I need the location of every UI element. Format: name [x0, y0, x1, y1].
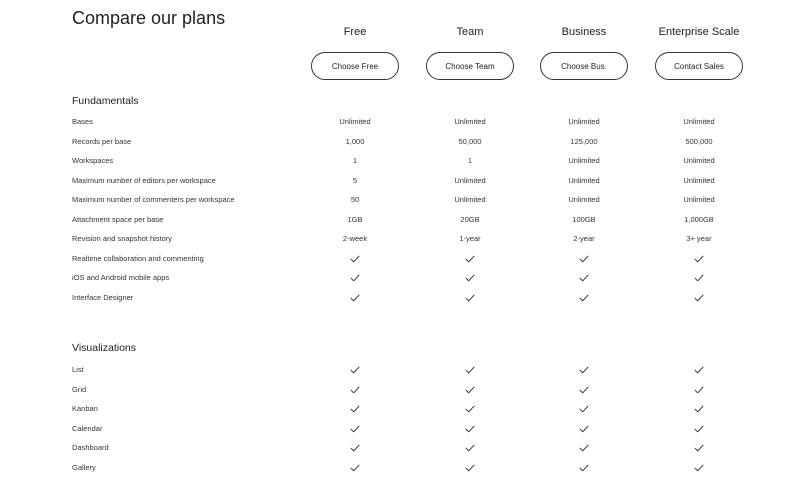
table-cell: 1: [467, 156, 473, 165]
check-icon: [524, 268, 644, 288]
table-row: [0, 229, 800, 249]
check-icon: [410, 249, 530, 269]
check-icon: [639, 268, 759, 288]
table-cell: Unlimited: [683, 175, 715, 185]
check-icon: [295, 458, 415, 478]
table-row: [0, 249, 800, 269]
check-icon: [524, 419, 644, 439]
table-cell: Unlimited: [454, 195, 486, 204]
table-cell: 5: [352, 175, 358, 185]
table-cell: Unlimited: [683, 156, 715, 165]
plan-name: Free: [343, 26, 367, 38]
check-icon: [410, 419, 530, 439]
section-title-fundamentals: Fundamentals: [72, 95, 139, 107]
check-icon: [410, 458, 530, 478]
table-cell: 100GB: [572, 214, 596, 224]
choose-free-button[interactable]: Choose Free: [311, 52, 399, 80]
check-icon: [524, 399, 644, 419]
row-label: Dashboard: [72, 443, 109, 452]
table-cell: Unlimited: [568, 156, 600, 165]
plan-column-team: [410, 24, 530, 80]
row-label: Kanban: [72, 404, 98, 413]
check-icon: [639, 288, 759, 308]
row-label: Attachment space per base: [72, 214, 164, 224]
check-icon: [639, 360, 759, 380]
row-label: Maximum number of commenters per workspace: [72, 195, 235, 204]
check-icon: [639, 438, 759, 458]
visualizations-table: [0, 360, 800, 477]
fundamentals-table: [0, 112, 800, 307]
plan-name: Business: [561, 26, 607, 38]
check-icon: [639, 399, 759, 419]
table-cell: Unlimited: [568, 117, 600, 126]
table-cell: 2-year: [573, 234, 595, 243]
table-cell: Unlimited: [339, 117, 371, 126]
row-label: Interface Designer: [72, 292, 134, 302]
check-icon: [410, 360, 530, 380]
table-cell: 20GB: [460, 214, 480, 224]
check-icon: [639, 458, 759, 478]
table-cell: 50,000: [458, 136, 482, 146]
row-label: List: [72, 365, 84, 374]
table-row: [0, 438, 800, 458]
table-cell: Unlimited: [454, 175, 486, 185]
check-icon: [524, 438, 644, 458]
check-icon: [295, 419, 415, 439]
check-icon: [524, 360, 644, 380]
check-icon: [410, 268, 530, 288]
plan-name: Enterprise Scale: [658, 26, 740, 38]
check-icon: [295, 399, 415, 419]
row-label: Bases: [72, 117, 93, 126]
check-icon: [410, 380, 530, 400]
check-icon: [295, 249, 415, 269]
page-title: Compare our plans: [72, 8, 226, 28]
table-row: [0, 210, 800, 230]
table-row: [0, 112, 800, 132]
check-icon: [295, 438, 415, 458]
row-label: Records per base: [72, 136, 132, 146]
row-label: Calendar: [72, 423, 103, 433]
table-cell: 50: [350, 195, 360, 204]
table-row: [0, 399, 800, 419]
check-icon: [524, 288, 644, 308]
plan-column-business: [524, 24, 644, 80]
table-cell: 1,000GB: [684, 214, 714, 224]
table-row: [0, 458, 800, 478]
row-label: Workspaces: [72, 156, 114, 165]
table-cell: 125,000: [570, 136, 598, 146]
check-icon: [410, 288, 530, 308]
table-row: [0, 268, 800, 288]
table-cell: 3+ year: [686, 234, 712, 243]
table-row: [0, 190, 800, 210]
check-icon: [410, 399, 530, 419]
plan-column-enterprise: [639, 24, 759, 80]
table-cell: Unlimited: [454, 117, 486, 126]
row-label: Realtime collaboration and commenting: [72, 253, 204, 263]
table-cell: 1: [352, 156, 358, 165]
check-icon: [524, 380, 644, 400]
row-label: Gallery: [72, 462, 96, 472]
plan-name: Team: [456, 26, 484, 38]
table-row: [0, 380, 800, 400]
check-icon: [639, 380, 759, 400]
table-cell: Unlimited: [683, 117, 715, 126]
table-row: [0, 171, 800, 191]
row-label: iOS and Android mobile apps: [72, 273, 170, 282]
check-icon: [524, 249, 644, 269]
contact-sales-button[interactable]: Contact Sales: [655, 52, 743, 80]
table-row: [0, 132, 800, 152]
table-cell: Unlimited: [568, 195, 600, 204]
table-cell: 1GB: [347, 214, 363, 224]
check-icon: [295, 268, 415, 288]
table-row: [0, 360, 800, 380]
row-label: Maximum number of editors per workspace: [72, 175, 216, 185]
choose-business-button[interactable]: Choose Bus.: [540, 52, 628, 80]
check-icon: [295, 380, 415, 400]
table-cell: 2-week: [342, 234, 368, 243]
section-title-visualizations: Visualizations: [72, 342, 137, 354]
table-cell: 1-year: [459, 234, 481, 243]
check-icon: [639, 249, 759, 269]
check-icon: [524, 458, 644, 478]
table-row: [0, 151, 800, 171]
table-cell: 500,000: [685, 136, 713, 146]
check-icon: [410, 438, 530, 458]
row-label: Grid: [72, 384, 87, 394]
row-label: Revision and snapshot history: [72, 234, 173, 243]
table-cell: Unlimited: [683, 195, 715, 204]
choose-team-button[interactable]: Choose Team: [426, 52, 514, 80]
table-row: [0, 288, 800, 308]
check-icon: [295, 288, 415, 308]
table-cell: 1,000: [345, 136, 365, 146]
table-cell: Unlimited: [568, 175, 600, 185]
check-icon: [639, 419, 759, 439]
check-icon: [295, 360, 415, 380]
plan-column-free: [295, 24, 415, 80]
table-row: [0, 419, 800, 439]
